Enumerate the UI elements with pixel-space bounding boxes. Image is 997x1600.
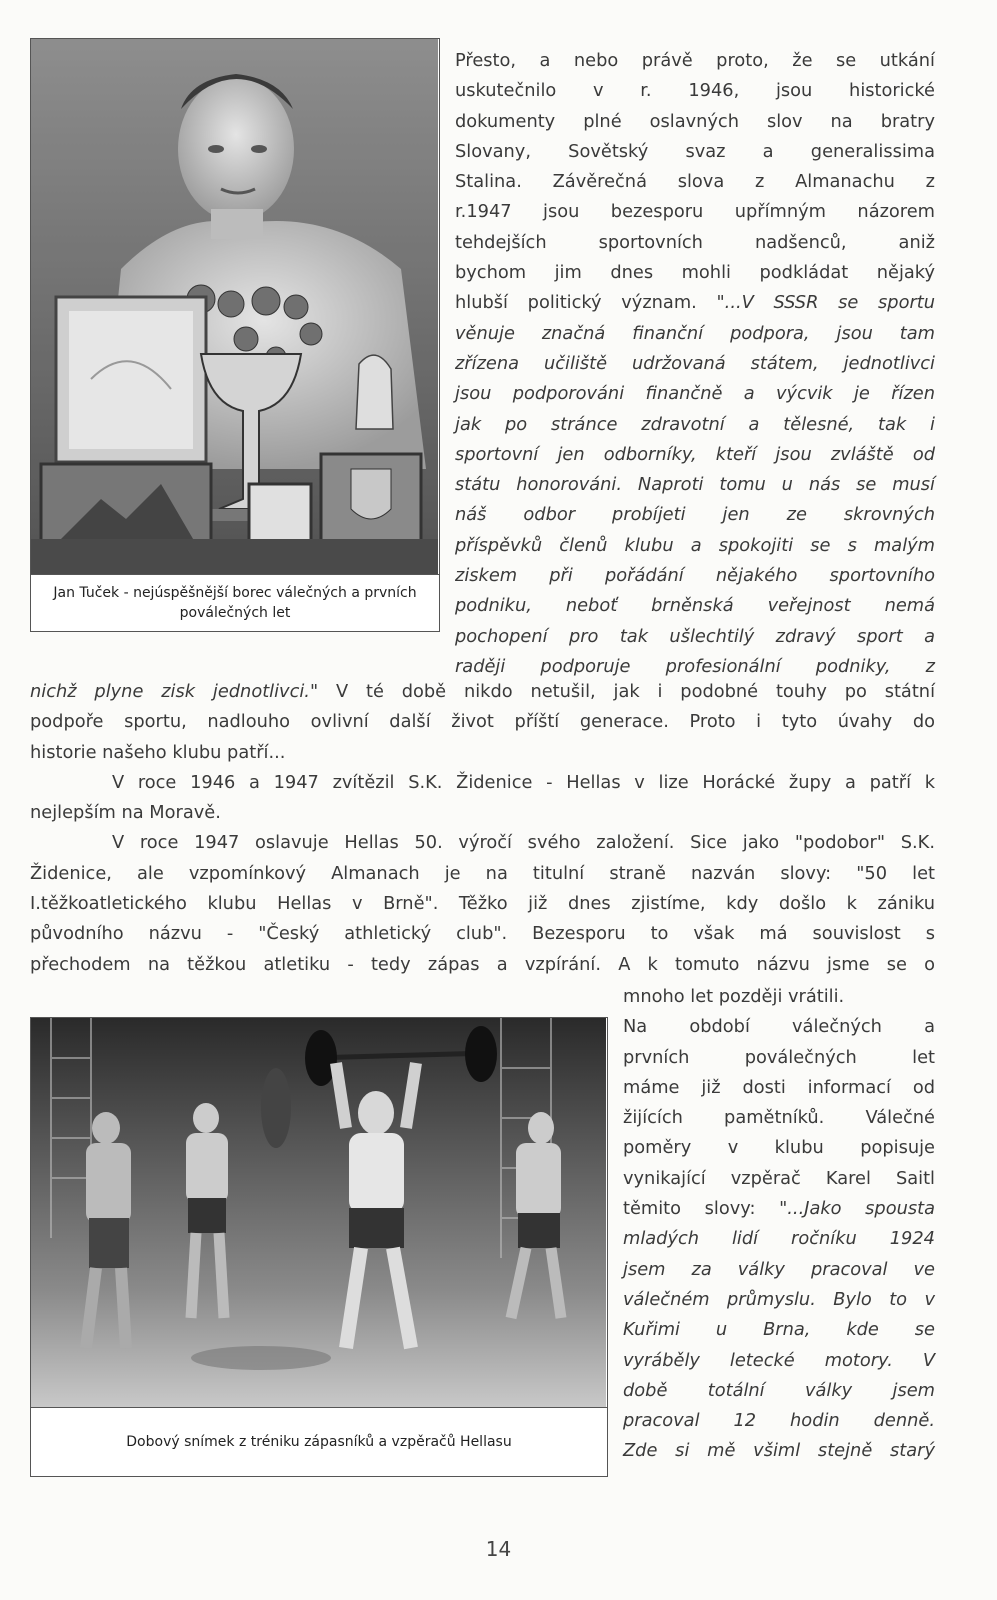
text-line: tehdejších sportovních nadšenců, aniž: [455, 231, 935, 253]
text-line: uskutečnilo v r. 1946, jsou historické: [455, 80, 935, 102]
text-line: původního názvu - "Český athletický club". Bezesporu to však má souvislost s: [30, 923, 935, 945]
text-line: přechodem na těžkou atletiku - tedy zápas a vzpírání. A k tomuto názvu jsme se o: [30, 953, 935, 975]
text-line: nejlepším na Moravě.: [30, 802, 221, 824]
italic-line: pochopení pro tak ušlechtilý zdravý sport a: [455, 625, 935, 647]
italic-fragment: ...V SSSR se sportu: [724, 292, 935, 314]
text-line: dokumenty plné oslavných slov na bratry: [455, 110, 935, 132]
training-caption-text: Dobový snímek z tréniku zápasníků a vzpěračů Hellasu: [126, 1434, 512, 1450]
text-line: I.těžkoatletického klubu Hellas v Brně". Těžko již dnes zjistíme, kdy došlo k zániku: [30, 893, 935, 915]
italic-line: věnuje značná finanční podpora, jsou tam: [455, 322, 935, 344]
portrait-photo: [31, 39, 439, 574]
portrait-figure: [30, 38, 440, 632]
text-line: máme již dosti informací od: [623, 1076, 935, 1098]
italic-line: jsem za války pracoval ve: [623, 1258, 935, 1280]
text-line: V roce 1946 a 1947 zvítězil S.K. Židenice - Hellas v lize Horácké župy a patří k: [112, 771, 935, 793]
text-line-mixed: [455, 288, 935, 318]
italic-line: sportovní jen odborníky, kteří jsou zvláště od: [455, 443, 935, 465]
training-figure: [30, 1017, 608, 1477]
text-line-mixed: [30, 677, 935, 707]
text-fragment: hlubší politický význam. ": [455, 292, 725, 314]
text-line: Slovany, Sovětský svaz a generalissima: [455, 140, 935, 162]
page-number: 14: [485, 1537, 512, 1561]
text-line-mixed: [623, 1194, 935, 1224]
italic-line: Zde si mě všiml stejně starý: [623, 1440, 935, 1462]
italic-line: době totální války jsem: [623, 1379, 935, 1401]
training-photo-image: [31, 1018, 606, 1407]
training-photo: [31, 1018, 607, 1407]
portrait-caption: [31, 574, 439, 631]
italic-line: raději podporuje profesionální podniky, z: [455, 655, 935, 677]
text-line: Přesto, a nebo právě proto, že se utkání: [455, 50, 935, 71]
portrait-caption-text: Jan Tuček - nejúspěšnější borec válečných a prvních poválečných let: [53, 585, 417, 621]
italic-line: zřízena učiliště udržovaná státem, jednotlivci: [455, 352, 935, 374]
text-line: V roce 1947 oslavuje Hellas 50. výročí svého založení. Sice jako "podobor" S.K.: [112, 832, 935, 854]
italic-line: jsou podporováni finančně a výcvik je řízen: [455, 383, 935, 405]
italic-fragment: nichž plyne zisk jednotlivci.": [30, 681, 319, 702]
italic-line: mladých lidí ročníku 1924: [623, 1228, 935, 1250]
text-line: Židenice, ale vzpomínkový Almanach je na titulní straně nazván slovy: "50 let: [30, 862, 935, 884]
text-line: mnoho let později vrátili.: [623, 986, 845, 1007]
italic-line: náš odbor probíjeti jen ze skrovných: [455, 504, 935, 526]
text-line: bychom jim dnes mohli podkládat nějaký: [455, 262, 935, 284]
text-line: Na období válečných a: [623, 1016, 935, 1038]
right-column-bottom: [623, 982, 935, 1467]
italic-line: příspěvků členů klubu a spokojiti se s malým: [455, 534, 935, 556]
italic-line: jak po stránce zdravotní a tělesné, tak i: [455, 413, 935, 435]
italic-fragment: ...Jako spousta: [787, 1198, 935, 1220]
text-line: r.1947 jsou bezesporu upřímným názorem: [455, 201, 935, 223]
italic-line: státu honorováni. Naproti tomu u nás se musí: [455, 474, 935, 496]
italic-line: válečném průmyslu. Bylo to v: [623, 1288, 935, 1310]
text-line: Stalina. Závěrečná slova z Almanachu z: [455, 171, 935, 193]
training-caption: [31, 1407, 607, 1476]
right-column-top: [455, 46, 935, 682]
text-line: historie našeho klubu patří...: [30, 741, 286, 763]
text-line: vynikající vzpěrač Karel Saitl: [623, 1167, 935, 1189]
full-width-text: [30, 677, 935, 980]
italic-line: podniku, neboť brněnská veřejnost nemá: [455, 595, 935, 617]
italic-line: Kuřimi u Brna, kde se: [623, 1319, 935, 1341]
portrait-photo-image: [31, 39, 438, 574]
italic-line: ziskem při pořádání nějakého sportovního: [455, 565, 935, 587]
text-fragment: těmito slovy: ": [623, 1198, 788, 1220]
text-line: poměry v klubu popisuje: [623, 1137, 935, 1159]
text-fragment: V té době nikdo netušil, jak i podobné touhy po státní: [318, 681, 936, 702]
italic-line: vyráběly letecké motory. V: [623, 1349, 935, 1371]
text-line: podpoře sportu, nadlouho ovlivní další život příští generace. Proto i tyto úvahy do: [30, 711, 935, 733]
text-line: žijících pamětníků. Válečné: [623, 1107, 935, 1129]
text-line: prvních poválečných let: [623, 1046, 935, 1068]
italic-line: pracoval 12 hodin denně.: [623, 1410, 935, 1432]
